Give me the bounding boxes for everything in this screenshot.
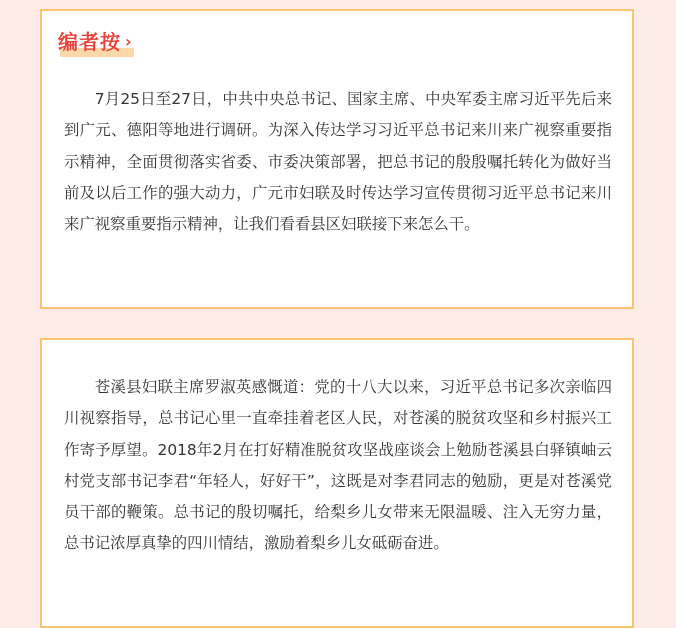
editor-note-title: 编者按 xyxy=(58,30,121,54)
editor-note-card xyxy=(40,9,634,309)
article-paragraph: 苍溪县妇联主席罗淑英感慨道：党的十八大以来，习近平总书记多次亲临四川视察指导，总书记心里一直牵挂着老区人民，对苍溪的脱贫攻坚和乡村振兴工作寄予厚望。2018年2月在打好精准脱贫攻坚战座谈会上勉励苍溪县白驿镇岫云村党支部书记李君“年轻人，好好干”，这既是对李君同志的勉励，更是对苍溪党员干部的鞭策。总书记的殷切嘱托，给梨乡儿女带来无限温暖、注入无穷力量，总书记浓厚真挚的四川情结，激励着梨乡儿女砥砺奋进。 xyxy=(64,378,612,553)
editor-note-paragraph: 7月25日至27日，中共中央总书记、国家主席、中央军委主席习近平先后来到广元、德阳等地进行调研。为深入传达学习习近平总书记来川来广视察重要指示精神，全面贯彻落实省委、市委决策部署，把总书记的殷殷嘱托转化为做好当前及以后工作的强大动力，广元市妇联及时传达学习宣传贯彻习近平总书记来川来广视察重要指示精神，让我们看看县区妇联接下来怎么干。 xyxy=(64,90,612,234)
editor-note-header xyxy=(58,27,132,59)
article-card xyxy=(40,338,634,628)
chevron-right-icon: › xyxy=(125,32,132,51)
